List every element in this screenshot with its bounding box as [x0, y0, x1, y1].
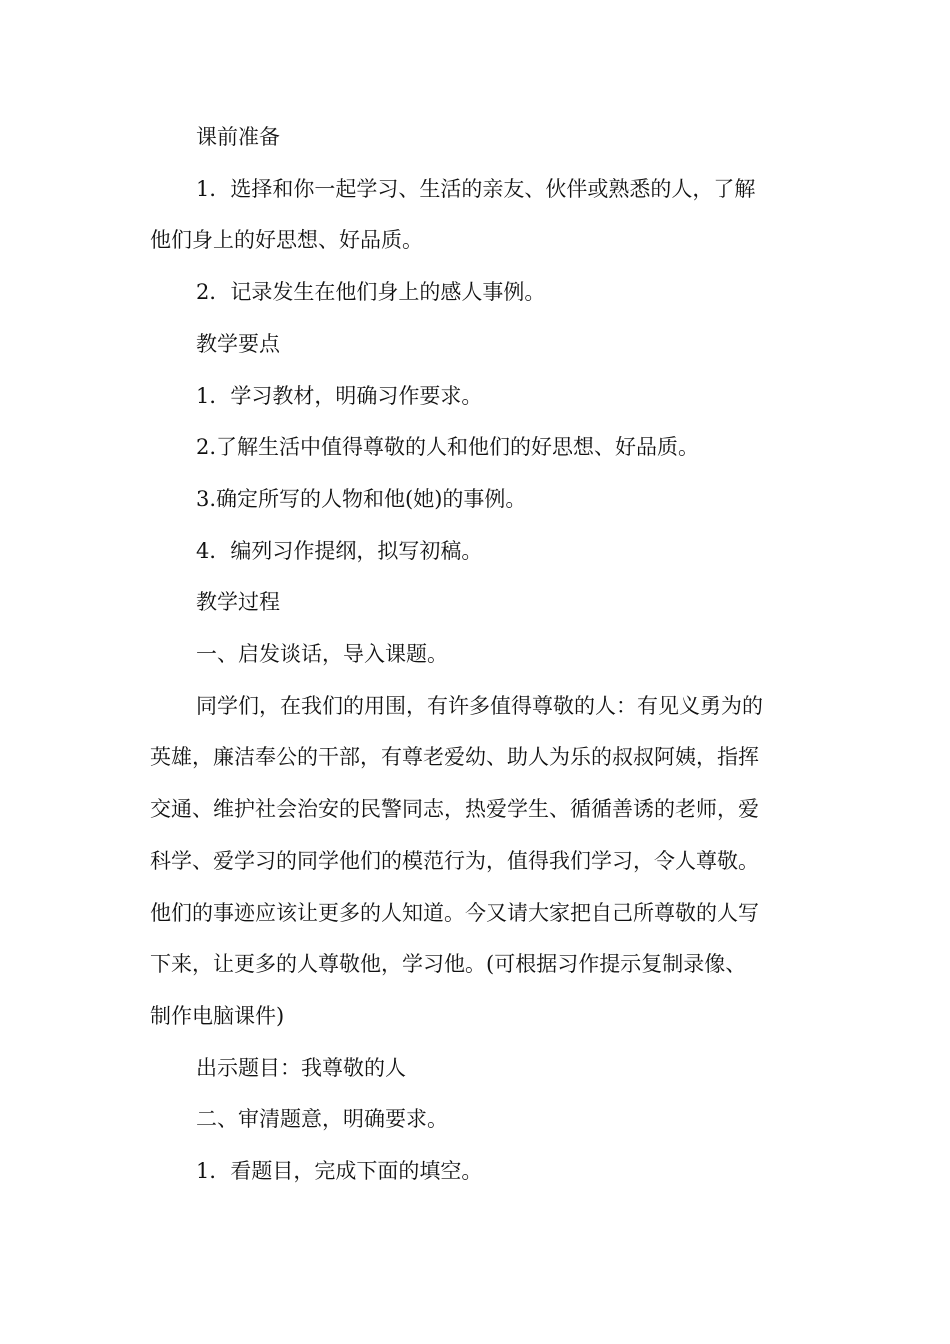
text-line: 3.确定所写的人物和他(她)的事例。: [196, 486, 527, 511]
section-heading: 一、启发谈话，导入课题。: [196, 642, 448, 667]
text-line: 下来，让更多的人尊敬他，学习他。(可根据习作提示复制录像、: [150, 952, 747, 977]
text-line: 出示题目：我尊敬的人: [196, 1055, 406, 1080]
text-block: [150, 112, 802, 1198]
text-line: 1．选择和你一起学习、生活的亲友、伙伴或熟悉的人，了解: [196, 176, 756, 201]
text-line: 1．看题目，完成下面的填空。: [196, 1159, 483, 1184]
section-heading: 二、审清题意，明确要求。: [196, 1107, 448, 1132]
text-line: 1．学习教材，明确习作要求。: [196, 383, 483, 408]
text-line: 科学、爱学习的同学他们的模范行为，值得我们学习，令人尊敬。: [150, 848, 759, 873]
document-body: [150, 112, 802, 1198]
heading-teaching-process: 教学过程: [196, 590, 280, 615]
text-line: 他们的事迹应该让更多的人知道。今又请大家把自己所尊敬的人写: [150, 900, 759, 925]
text-line: 他们身上的好思想、好品质。: [150, 228, 423, 253]
text-line: 4．编列习作提纲，拟写初稿。: [196, 538, 483, 563]
text-line: 2.了解生活中值得尊敬的人和他们的好思想、好品质。: [196, 435, 700, 460]
text-line: 同学们，在我们的用围，有许多值得尊敬的人：有见义勇为的: [196, 693, 763, 718]
heading-teaching-points: 教学要点: [196, 331, 280, 356]
text-line: 制作电脑课件): [150, 1003, 285, 1028]
text-line: 2．记录发生在他们身上的感人事例。: [196, 280, 546, 305]
text-line: 交通、维护社会治安的民警同志，热爱学生、循循善诱的老师，爱: [150, 797, 759, 822]
text-line: 英雄，廉洁奉公的干部，有尊老爱幼、助人为乐的叔叔阿姨，指挥: [150, 745, 759, 770]
heading-lesson-prep: 课前准备: [196, 125, 280, 149]
